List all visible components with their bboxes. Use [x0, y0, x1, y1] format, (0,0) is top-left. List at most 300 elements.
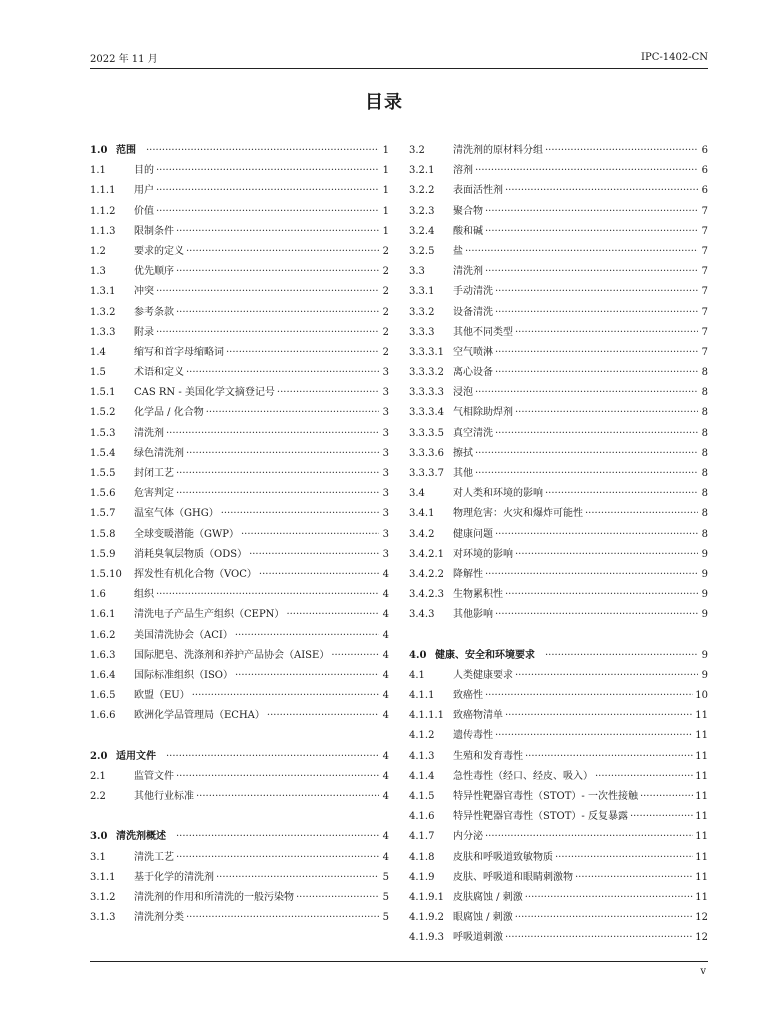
toc-entry[interactable]	[90, 161, 389, 181]
toc-leader-dots	[515, 327, 698, 338]
toc-entry[interactable]	[409, 848, 708, 868]
toc-entry-number: 4.1.2	[409, 730, 435, 742]
toc-entry-page: 1	[382, 225, 389, 237]
toc-entry-page: 8	[701, 387, 708, 399]
toc-entry[interactable]	[409, 565, 708, 585]
toc-entry[interactable]	[409, 585, 708, 605]
toc-entry-page: 6	[701, 145, 708, 156]
toc-leader-dots	[505, 710, 693, 721]
toc-entry-label: 清洗剂的原材料分组	[453, 145, 543, 156]
toc-entry-page: 9	[701, 568, 708, 580]
toc-entry-label: 监管文件	[134, 770, 174, 782]
toc-entry-page: 3	[382, 367, 389, 379]
toc-leader-dots	[485, 206, 698, 217]
toc-entry[interactable]	[90, 686, 389, 706]
toc-entry-page: 11	[695, 831, 708, 843]
toc-entry[interactable]	[409, 202, 708, 222]
toc-entry-label: 眼腐蚀 / 刺激	[453, 912, 513, 924]
toc-entry-page: 12	[695, 912, 708, 924]
toc-entry-label: 限制条件	[134, 225, 174, 237]
toc-entry[interactable]	[409, 383, 708, 403]
toc-entry-page: 7	[701, 286, 708, 298]
toc-entry-page: 4	[382, 851, 389, 863]
toc-entry-number: 3.3.3.3	[409, 387, 444, 399]
toc-entry[interactable]	[90, 222, 389, 242]
toc-entry-label: 美国清洗协会（ACI）	[134, 629, 233, 641]
toc-entry[interactable]	[409, 908, 708, 928]
toc-entry[interactable]	[409, 605, 708, 625]
toc-entry-label: 生物累积性	[453, 589, 503, 601]
toc-entry-number: 3.1	[90, 851, 106, 863]
toc-leader-dots	[475, 387, 698, 398]
toc-entry[interactable]	[90, 504, 389, 524]
toc-entry-label: 清洗剂概述	[116, 831, 166, 843]
toc-entry[interactable]	[90, 525, 389, 545]
toc-entry[interactable]	[90, 767, 389, 787]
toc-entry-number: 3.4.2.2	[409, 568, 444, 580]
toc-entry[interactable]	[409, 242, 708, 262]
toc-entry-number: 1.5	[90, 367, 106, 379]
toc-entry-label: 温室气体（GHG）	[134, 508, 219, 520]
toc-right-column	[409, 141, 708, 949]
footer-page-number: v	[700, 966, 706, 977]
toc-entry-label: 健康问题	[453, 528, 493, 540]
toc-entry[interactable]	[409, 464, 708, 484]
toc-entry-page: 11	[695, 871, 708, 883]
toc-entry-label: 挥发性有机化合物（VOC）	[134, 568, 257, 580]
toc-entry-number: 2.2	[90, 791, 106, 802]
toc-entry[interactable]	[90, 888, 389, 908]
toc-entry-number: 1.3	[90, 266, 106, 278]
toc-leader-dots	[640, 791, 693, 802]
toc-entry-number: 1.2	[90, 245, 106, 257]
toc-entry-number: 3.2	[409, 145, 425, 156]
toc-entry-label: 致癌性	[453, 690, 483, 702]
toc-entry-page: 2	[382, 326, 389, 338]
toc-entry-number: 3.2.4	[409, 225, 435, 237]
toc-entry-label: 皮肤腐蚀 / 刺激	[453, 891, 523, 903]
toc-entry[interactable]	[90, 181, 389, 201]
toc-leader-dots	[495, 609, 698, 620]
toc-entry-number: 1.3.1	[90, 286, 116, 298]
toc-entry[interactable]	[90, 585, 389, 605]
toc-leader-dots	[296, 892, 379, 903]
toc-entry-page: 11	[695, 791, 708, 802]
toc-entry[interactable]	[90, 242, 389, 262]
toc-entry[interactable]	[409, 726, 708, 746]
toc-entry-number: 4.1.6	[409, 811, 435, 823]
toc-entry-number: 3.3.3.6	[409, 447, 444, 459]
toc-entry[interactable]	[409, 928, 708, 948]
toc-entry-label: 特异性靶器官毒性（STOT）- 一次性接触	[453, 791, 638, 802]
toc-leader-dots	[196, 791, 379, 802]
toc-entry-label: 皮肤和呼吸道致敏物质	[453, 851, 553, 863]
toc-entry-page: 3	[382, 407, 389, 419]
toc-leader-dots	[475, 165, 698, 176]
toc-entry-page: 6	[701, 185, 708, 197]
footer-rule	[90, 961, 708, 962]
toc-leader-dots	[186, 367, 379, 378]
toc-leader-dots	[495, 307, 698, 318]
toc-entry-label: 优先顺序	[134, 266, 174, 278]
toc-entry-page: 8	[701, 508, 708, 520]
toc-leader-dots	[525, 892, 694, 903]
toc-entry-label: 特异性靶器官毒性（STOT）- 反复暴露	[453, 811, 628, 823]
toc-entry-page: 4	[382, 770, 389, 782]
toc-entry-number: 1.5.9	[90, 548, 116, 560]
toc-entry[interactable]	[409, 282, 708, 302]
toc-entry-page: 6	[701, 165, 708, 177]
toc-leader-dots	[277, 387, 379, 398]
toc-entry[interactable]	[409, 303, 708, 323]
toc-entry-label: 浸泡	[453, 387, 473, 399]
toc-entry-number: 3.4.1	[409, 508, 435, 520]
toc-entry-number: 3.0	[90, 831, 108, 843]
toc-entry-page: 4	[382, 669, 389, 681]
toc-entry[interactable]	[409, 424, 708, 444]
toc-leader-dots	[146, 145, 379, 156]
toc-leader-dots	[166, 428, 379, 439]
toc-entry-page: 2	[382, 346, 389, 358]
toc-entry[interactable]	[409, 161, 708, 181]
toc-leader-dots	[545, 488, 698, 499]
toc-entry-label: 致癌物清单	[453, 710, 503, 722]
toc-leader-dots	[525, 751, 693, 762]
toc-entry-page: 9	[701, 609, 708, 621]
toc-entry[interactable]	[90, 626, 389, 646]
toc-entry-label: 急性毒性（经口、经皮、吸入）	[453, 770, 593, 782]
toc-entry-page: 3	[382, 548, 389, 560]
toc-entry[interactable]	[90, 363, 389, 383]
toc-entry-page: 11	[695, 710, 708, 722]
toc-entry-label: 气相除助焊剂	[453, 407, 513, 419]
toc-left-column	[90, 141, 389, 928]
toc-leader-dots	[475, 468, 698, 479]
toc-leader-dots	[249, 549, 379, 560]
toc-entry-page: 1	[382, 205, 389, 217]
toc-entry-label: 价值	[134, 205, 154, 217]
toc-entry-number: 3.1.1	[90, 871, 116, 883]
toc-entry[interactable]	[409, 747, 708, 767]
toc-leader-dots	[515, 912, 694, 923]
toc-entry-number: 1.6.1	[90, 609, 116, 621]
toc-entry[interactable]	[409, 807, 708, 827]
toc-entry-label: 用户	[134, 185, 154, 197]
toc-entry-label: 真空清洗	[453, 427, 493, 439]
toc-leader-dots	[515, 670, 698, 681]
toc-entry-page: 8	[701, 447, 708, 459]
toc-entry[interactable]	[409, 827, 708, 847]
toc-entry[interactable]	[409, 323, 708, 343]
header-date: 2022 年 11 月	[90, 53, 158, 65]
toc-entry-page: 3	[382, 387, 389, 399]
toc-leader-dots	[186, 912, 379, 923]
toc-spacer	[409, 626, 708, 646]
toc-entry[interactable]	[90, 545, 389, 565]
toc-entry-number: 3.3.3.5	[409, 427, 444, 439]
toc-entry-page: 8	[701, 468, 708, 479]
toc-entry[interactable]	[409, 767, 708, 787]
toc-leader-dots	[206, 407, 379, 418]
toc-entry-number: 4.0	[409, 649, 427, 661]
toc-entry-number: 1.0	[90, 145, 108, 156]
toc-entry[interactable]	[90, 202, 389, 222]
toc-leader-dots	[485, 226, 698, 237]
toc-entry[interactable]	[90, 868, 389, 888]
toc-entry-label: 内分泌	[453, 831, 483, 843]
toc-entry-label: 绿色清洗剂	[134, 447, 184, 459]
toc-entry-number: 4.1.1	[409, 690, 435, 702]
toc-entry-number: 3.3.3.4	[409, 407, 444, 419]
toc-entry-number: 4.1.9.1	[409, 891, 444, 903]
toc-entry-number: 1.5.1	[90, 387, 116, 399]
toc-entry-label: CAS RN - 美国化学文摘登记号	[134, 387, 275, 399]
toc-entry-label: 清洗剂	[453, 266, 483, 278]
toc-spacer	[90, 726, 389, 746]
toc-entry-number: 2.0	[90, 750, 108, 762]
toc-entry-number: 3.2.2	[409, 185, 435, 197]
toc-leader-dots	[241, 529, 379, 540]
toc-entry-number: 1.6	[90, 589, 106, 601]
toc-entry[interactable]	[409, 706, 708, 726]
toc-entry-number: 1.6.2	[90, 629, 116, 641]
toc-entry[interactable]	[90, 444, 389, 464]
toc-entry-page: 1	[382, 145, 389, 156]
toc-entry[interactable]	[90, 908, 389, 928]
toc-entry[interactable]	[409, 504, 708, 524]
toc-entry-number: 1.6.3	[90, 649, 116, 661]
toc-entry[interactable]	[90, 646, 389, 666]
toc-leader-dots	[495, 428, 698, 439]
toc-entry-number: 1.1.3	[90, 225, 116, 237]
toc-entry-label: 范围	[116, 145, 136, 156]
toc-entry-label: 其他影响	[453, 609, 493, 621]
toc-entry-number: 3.2.5	[409, 245, 435, 257]
toc-entry-page: 11	[695, 730, 708, 742]
toc-entry-page: 4	[382, 710, 389, 722]
toc-entry[interactable]	[409, 141, 708, 161]
toc-leader-dots	[495, 529, 698, 540]
toc-entry-label: 参考条款	[134, 306, 174, 318]
toc-entry-number: 3.1.2	[90, 891, 116, 903]
toc-leader-dots	[267, 710, 379, 721]
toc-entry-label: 空气喷淋	[453, 346, 493, 358]
toc-section-entry[interactable]	[90, 141, 389, 161]
toc-leader-dots	[156, 185, 379, 196]
toc-entry[interactable]	[409, 868, 708, 888]
toc-entry-page: 7	[701, 245, 708, 257]
toc-leader-dots	[286, 609, 379, 620]
toc-entry-page: 5	[382, 891, 389, 903]
toc-entry[interactable]	[90, 848, 389, 868]
toc-entry-page: 4	[382, 649, 389, 661]
toc-leader-dots	[465, 246, 698, 257]
page-header	[90, 50, 708, 64]
toc-entry[interactable]	[90, 424, 389, 444]
toc-entry-number: 1.5.8	[90, 528, 116, 540]
toc-entry-number: 3.4	[409, 488, 425, 500]
toc-entry-number: 1.6.5	[90, 690, 116, 702]
toc-leader-dots	[475, 448, 698, 459]
toc-entry-page: 4	[382, 690, 389, 702]
toc-entry-label: 设备清洗	[453, 306, 493, 318]
toc-leader-dots	[176, 266, 379, 277]
toc-entry-number: 3.2.1	[409, 165, 435, 177]
toc-entry-number: 4.1.8	[409, 851, 435, 863]
toc-entry-number: 4.1.9	[409, 871, 435, 883]
toc-entry-label: 呼吸道刺激	[453, 932, 503, 944]
toc-leader-dots	[221, 508, 379, 519]
toc-entry-number: 1.5.5	[90, 468, 116, 479]
toc-entry[interactable]	[90, 383, 389, 403]
toc-entry-page: 4	[382, 589, 389, 601]
toc-section-entry[interactable]	[90, 827, 389, 847]
toc-entry-number: 1.5.3	[90, 427, 116, 439]
toc-leader-dots	[176, 307, 379, 318]
toc-entry-number: 1.6.6	[90, 710, 116, 722]
toc-entry-number: 4.1.7	[409, 831, 435, 843]
toc-entry-number: 3.3.1	[409, 286, 435, 298]
toc-entry[interactable]	[409, 262, 708, 282]
toc-entry[interactable]	[409, 686, 708, 706]
toc-entry-label: 清洗工艺	[134, 851, 174, 863]
toc-entry-label: 适用文件	[116, 750, 156, 762]
toc-entry[interactable]	[90, 282, 389, 302]
toc-leader-dots	[505, 589, 698, 600]
toc-entry-page: 9	[701, 669, 708, 681]
toc-leader-dots	[156, 327, 379, 338]
toc-entry-number: 3.3.3.7	[409, 468, 444, 479]
toc-entry-number: 1.1.1	[90, 185, 116, 197]
toc-entry-number: 3.2.3	[409, 205, 435, 217]
toc-entry-page: 7	[701, 306, 708, 318]
header-doc-id: IPC-1402-CN	[641, 51, 708, 63]
toc-leader-dots	[156, 589, 379, 600]
toc-leader-dots	[186, 448, 379, 459]
toc-leader-dots	[495, 286, 698, 297]
toc-section-entry[interactable]	[409, 646, 708, 666]
toc-entry[interactable]	[409, 363, 708, 383]
toc-entry-number: 1.4	[90, 346, 106, 358]
toc-entry[interactable]	[90, 323, 389, 343]
toc-entry[interactable]	[409, 343, 708, 363]
toc-entry[interactable]	[90, 565, 389, 585]
toc-entry[interactable]	[90, 464, 389, 484]
toc-entry-page: 4	[382, 629, 389, 641]
toc-entry-page: 11	[695, 811, 708, 823]
toc-entry[interactable]	[409, 222, 708, 242]
toc-entry-label: 聚合物	[453, 205, 483, 217]
toc-leader-dots	[226, 347, 379, 358]
toc-entry-page: 7	[701, 266, 708, 278]
toc-entry[interactable]	[409, 545, 708, 565]
toc-entry[interactable]	[409, 181, 708, 201]
toc-leader-dots	[545, 650, 698, 661]
toc-leader-dots	[585, 508, 698, 519]
toc-entry-label: 全球变暖潜能（GWP）	[134, 528, 239, 540]
toc-entry-page: 7	[701, 346, 708, 358]
toc-entry[interactable]	[409, 484, 708, 504]
toc-entry-page: 9	[701, 589, 708, 601]
toc-entry[interactable]	[90, 303, 389, 323]
toc-entry-label: 盐	[453, 245, 463, 257]
toc-entry-label: 清洗电子产品生产组织（CEPN）	[134, 609, 285, 621]
toc-leader-dots	[495, 367, 698, 378]
toc-entry[interactable]	[90, 484, 389, 504]
toc-leader-dots	[259, 569, 379, 580]
toc-entry-number: 4.1.4	[409, 770, 435, 782]
toc-entry-page: 2	[382, 245, 389, 257]
toc-entry-number: 1.5.10	[90, 568, 122, 580]
toc-entry-page: 8	[701, 427, 708, 439]
toc-entry-page: 12	[695, 932, 708, 944]
toc-entry[interactable]	[90, 605, 389, 625]
toc-leader-dots	[485, 831, 693, 842]
toc-entry-label: 对环境的影响	[453, 548, 513, 560]
toc-entry-page: 1	[382, 185, 389, 197]
toc-entry-page: 3	[382, 488, 389, 500]
toc-entry-page: 11	[695, 851, 708, 863]
toc-entry[interactable]	[90, 262, 389, 282]
toc-entry-page: 2	[382, 306, 389, 318]
toc-entry-number: 3.3.3.1	[409, 346, 444, 358]
toc-entry[interactable]	[90, 403, 389, 423]
toc-entry-label: 酸和碱	[453, 225, 483, 237]
toc-leader-dots	[176, 852, 379, 863]
toc-leader-dots	[515, 407, 698, 418]
toc-entry-label: 对人类和环境的影响	[453, 488, 543, 500]
toc-section-entry[interactable]	[90, 747, 389, 767]
toc-entry-page: 3	[382, 528, 389, 540]
toc-entry[interactable]	[90, 343, 389, 363]
page-title: 目录	[365, 92, 403, 113]
toc-entry-number: 1.6.4	[90, 669, 116, 681]
toc-leader-dots	[485, 569, 698, 580]
toc-entry-number: 3.3.3	[409, 326, 435, 338]
toc-entry-page: 8	[701, 367, 708, 379]
toc-entry[interactable]	[409, 888, 708, 908]
toc-leader-dots	[485, 690, 693, 701]
toc-spacer	[90, 807, 389, 827]
toc-entry-number: 3.3	[409, 266, 425, 278]
toc-leader-dots	[505, 185, 698, 196]
toc-entry-label: 溶剂	[453, 165, 473, 177]
toc-entry[interactable]	[409, 666, 708, 686]
toc-entry[interactable]	[90, 666, 389, 686]
toc-entry[interactable]	[409, 787, 708, 807]
toc-entry[interactable]	[90, 787, 389, 807]
toc-entry-label: 清洗剂的作用和所清洗的一般污染物	[134, 891, 294, 903]
toc-leader-dots	[192, 690, 379, 701]
toc-entry-page: 7	[701, 326, 708, 338]
toc-entry-number: 3.4.2.3	[409, 589, 444, 601]
toc-entry[interactable]	[409, 525, 708, 545]
toc-leader-dots	[505, 932, 693, 943]
toc-entry[interactable]	[409, 444, 708, 464]
toc-entry-page: 11	[695, 770, 708, 782]
toc-leader-dots	[495, 347, 698, 358]
toc-entry-label: 离心设备	[453, 367, 493, 379]
toc-leader-dots	[176, 771, 379, 782]
toc-entry[interactable]	[409, 403, 708, 423]
toc-entry[interactable]	[90, 706, 389, 726]
toc-entry-page: 4	[382, 750, 389, 762]
toc-entry-page: 11	[695, 750, 708, 762]
toc-leader-dots	[545, 145, 698, 156]
toc-entry-number: 1.3.2	[90, 306, 116, 318]
toc-entry-number: 3.4.2.1	[409, 548, 444, 560]
toc-entry-label: 擦拭	[453, 447, 473, 459]
